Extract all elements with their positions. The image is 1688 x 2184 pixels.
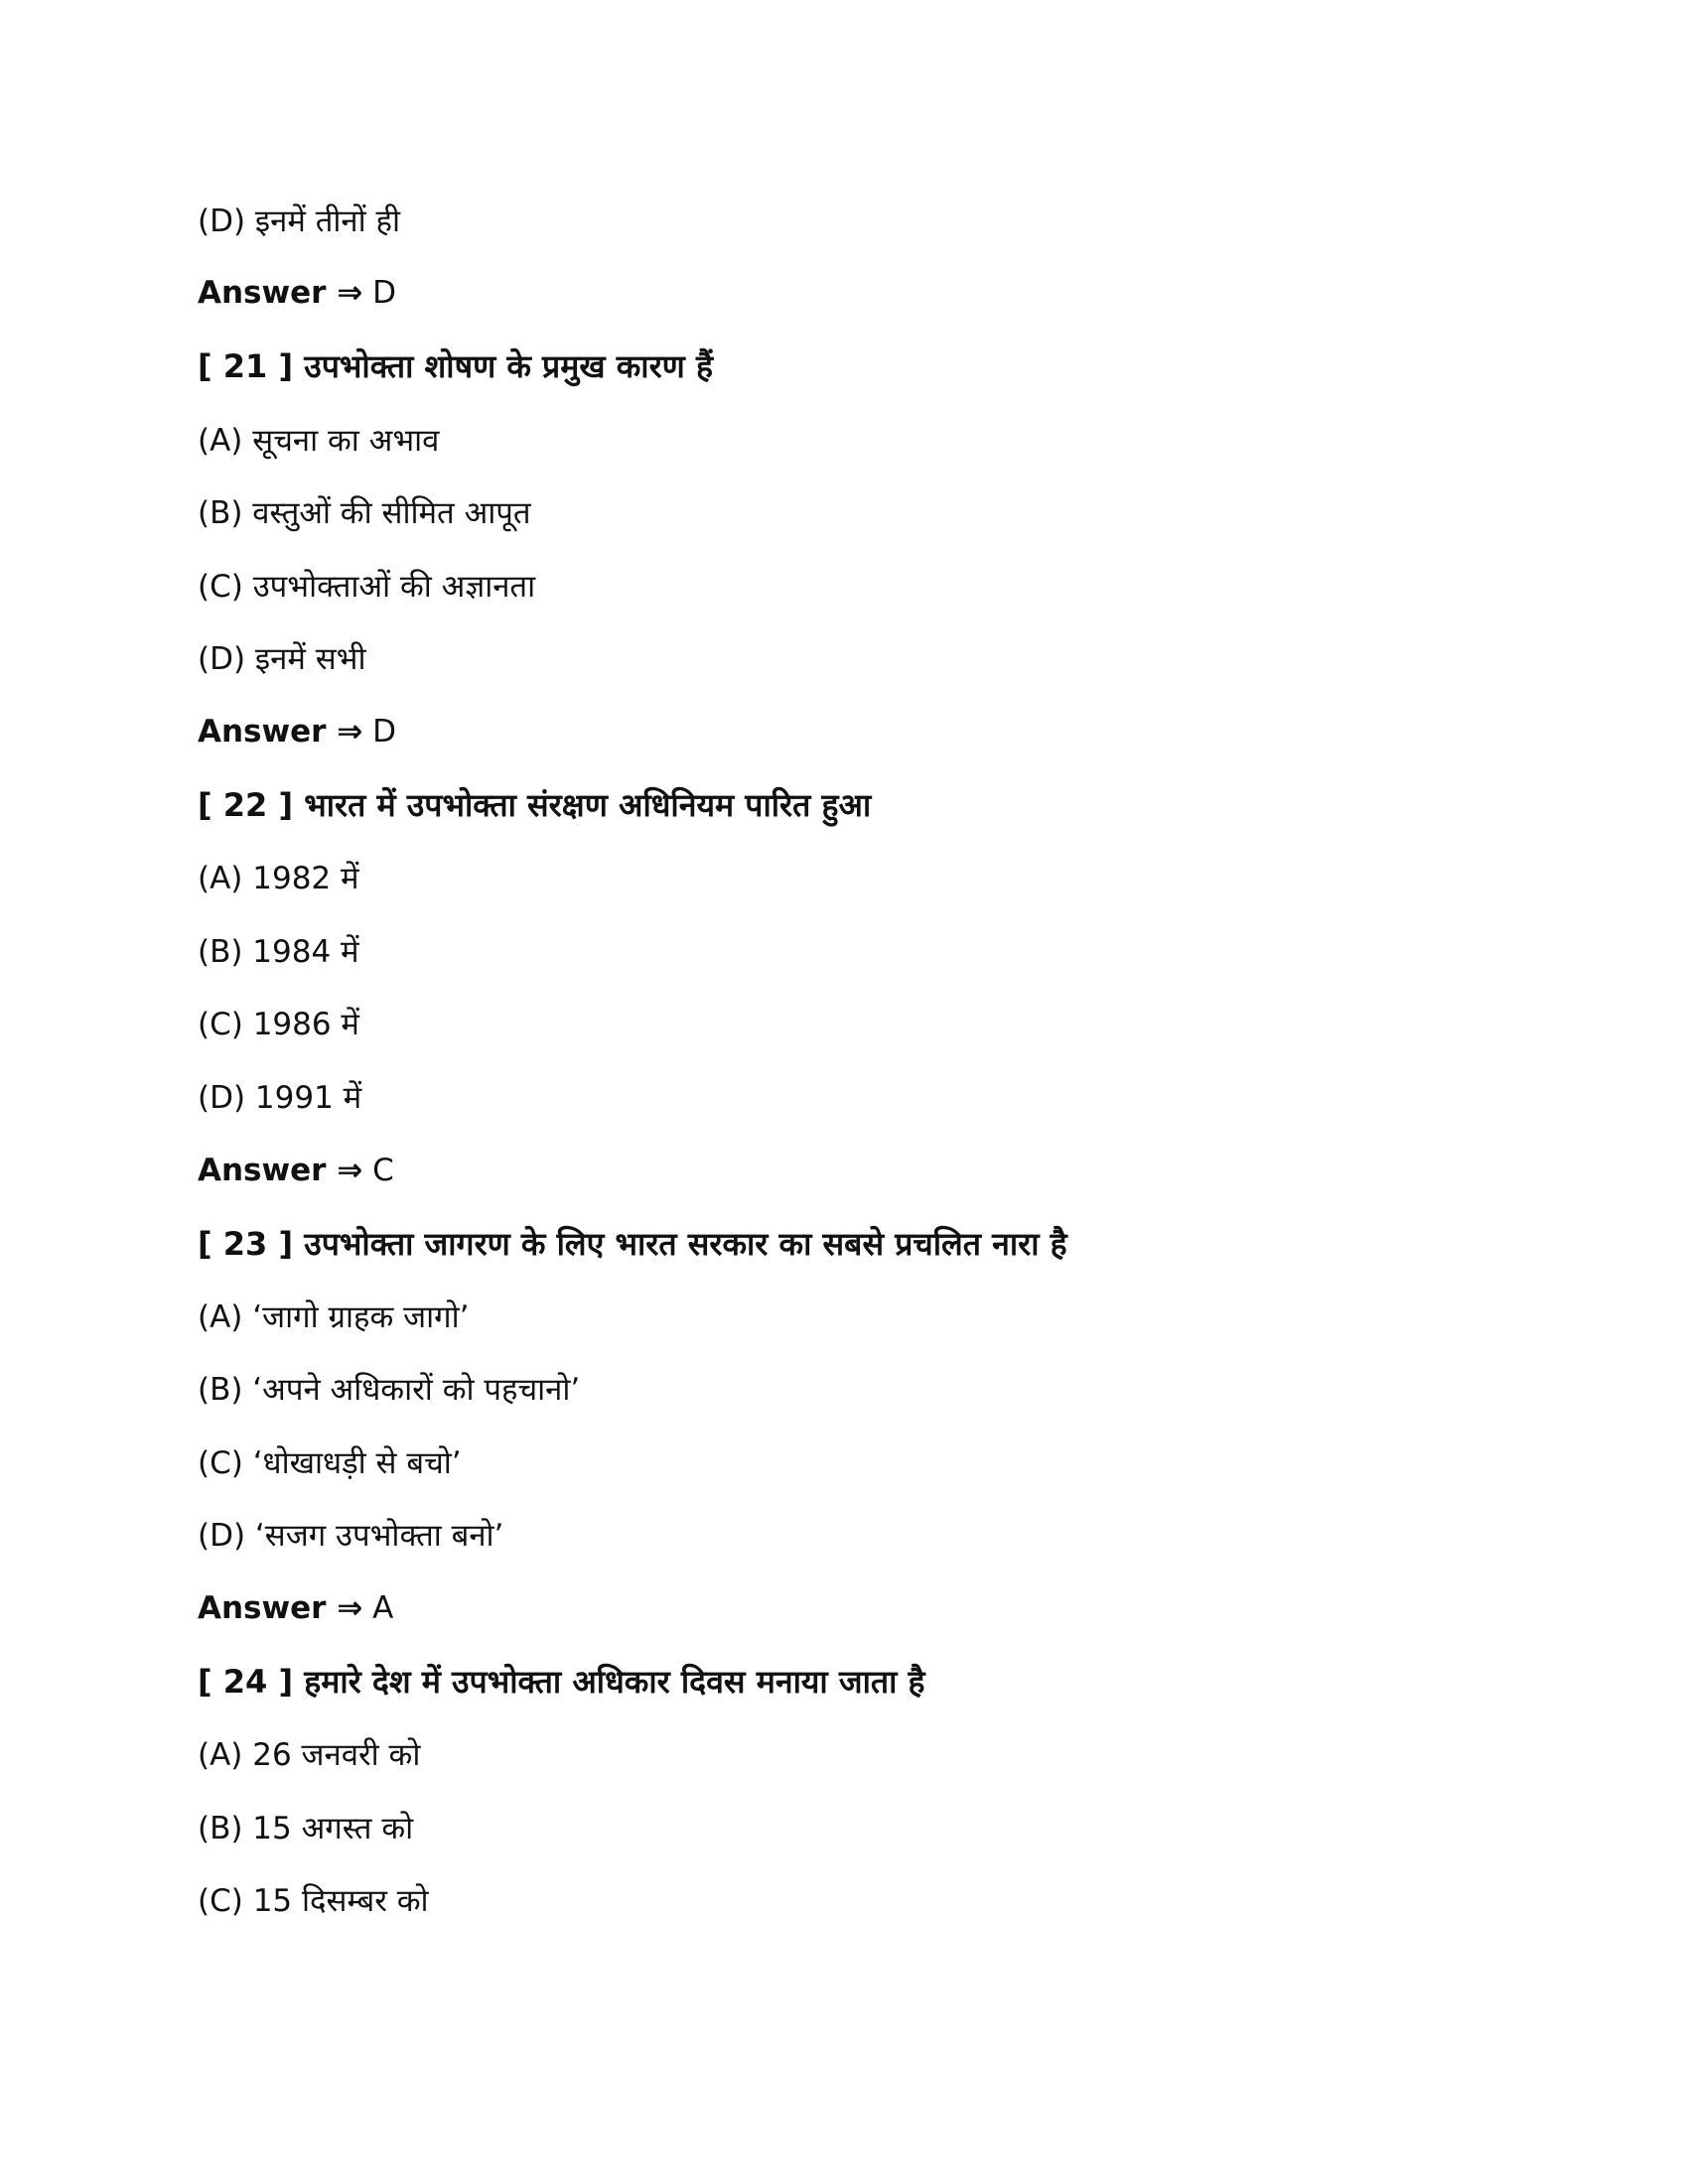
option-c: (C) 1986 में — [198, 1007, 359, 1043]
question-23: [ 23 ] उपभोक्ता जागरण के लिए भारत सरकार का सबसे प्रचलित नारा है — [198, 1224, 1067, 1263]
option-a: (A) सूचना का अभाव — [198, 422, 440, 459]
answer-line — [198, 257, 1589, 331]
answer-line — [198, 695, 1589, 768]
option-d: (D) इनमें तीनों ही — [198, 203, 401, 239]
option-d: (D) ‘सजग उपभोक्ता बनो’ — [198, 1518, 504, 1555]
answer-value: D — [372, 713, 396, 750]
answer-label: Answer ⇒ — [198, 1152, 363, 1188]
answer-value: A — [372, 1590, 394, 1627]
answer-value: D — [372, 275, 396, 312]
option-c: (C) उपभोक्ताओं की अज्ञानता — [198, 568, 536, 605]
option-b: (B) वस्तुओं की सीमित आपूत — [198, 495, 531, 532]
answer-label: Answer ⇒ — [198, 1590, 363, 1627]
answer-label: Answer ⇒ — [198, 275, 363, 312]
option-d: (D) 1991 में — [198, 1079, 362, 1116]
option-a: (A) 1982 में — [198, 861, 359, 897]
answer-line — [198, 1134, 1589, 1207]
answer-label: Answer ⇒ — [198, 713, 363, 750]
option-b: (B) 1984 में — [198, 933, 359, 970]
option-d: (D) इनमें सभी — [198, 641, 366, 678]
question-22: [ 22 ] भारत में उपभोक्ता संरक्षण अधिनियम पारित हुआ — [198, 786, 872, 825]
option-c: (C) 15 दिसम्बर को — [198, 1883, 429, 1920]
question-21: [ 21 ] उपभोक्ता शोषण के प्रमुख कारण हैं — [198, 347, 713, 386]
question-24: [ 24 ] हमारे देश में उपभोक्ता अधिकार दिवस मनाया जाता है — [198, 1663, 925, 1702]
option-a: (A) 26 जनवरी को — [198, 1737, 421, 1774]
answer-value: C — [372, 1152, 394, 1188]
option-c: (C) ‘धोखाधड़ी से बचो’ — [198, 1444, 462, 1481]
option-b: (B) 15 अगस्त को — [198, 1810, 414, 1846]
option-b: (B) ‘अपने अधिकारों को पहचानो’ — [198, 1372, 581, 1409]
option-a: (A) ‘जागो ग्राहक जागो’ — [198, 1298, 470, 1335]
document-page — [198, 184, 1589, 1937]
answer-line — [198, 1571, 1589, 1645]
